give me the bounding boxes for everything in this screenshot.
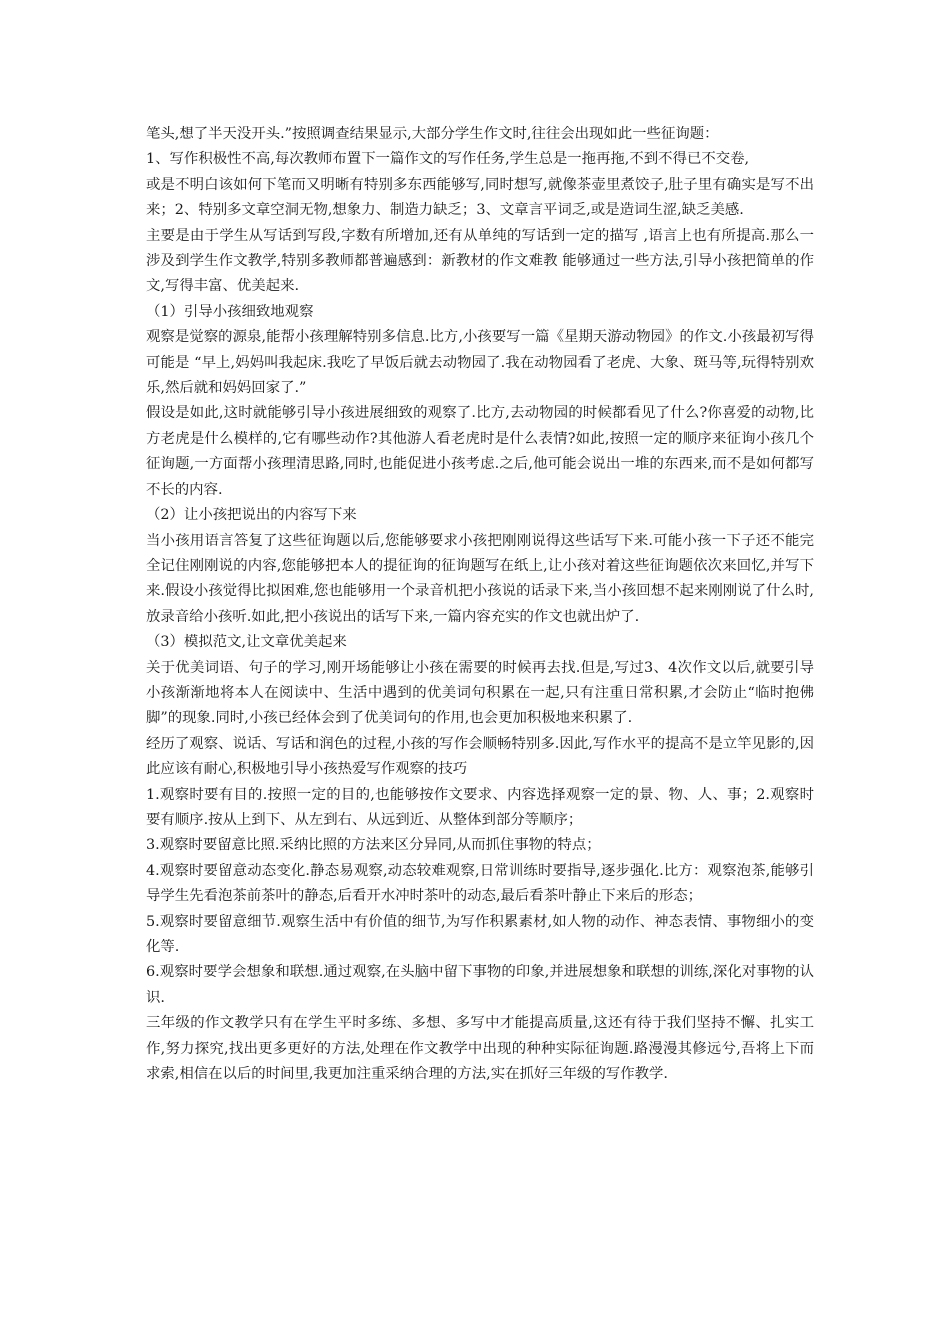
paragraph-3: 或是不明白该如何下笔而又明晰有特别多东西能够写,同时想写,就像茶壶里煮饺子,肚子里有确实是写不出来；2、特别多文章空洞无物,想象力、制造力缺乏；3、文章言平词乏,或是造词生涩,缺乏美感. — [146, 176, 814, 219]
paragraph-5: 观察是觉察的源泉,能帮小孩理解特别多信息.比方,小孩要写一篇《星期天游动物园》的作文.小孩最初写得可能是 “早上,妈妈叫我起床.我吃了早饭后就去动物园了.我在动物园看了老虎、大象、斑马等,玩得特别欢乐,然后就和妈妈回家了.” — [146, 329, 814, 397]
section-heading-3: （3）模拟范文,让文章优美起来 — [146, 634, 347, 651]
paragraph-7: 当小孩用语言答复了这些征询题以后,您能够要求小孩把刚刚说得这些话写下来.可能小孩一下子还不能完全记住刚刚说的内容,您能够把本人的提征询的征询题写在纸上,让小孩对着这些征询题依次来回忆,并写下来.假设小孩觉得比拟困难,您也能够用一个录音机把小孩说的话录下来,当小孩回想不起来刚刚说了什么时,放录音给小孩听.如此,把小孩说出的话写下来,一篇内容充实的作文也就出炉了. — [146, 532, 814, 625]
paragraph-8: 关于优美词语、句子的学习,刚开场能够让小孩在需要的时候再去找.但是,写过3、4次作文以后,就要引导小孩渐渐地将本人在阅读中、生活中遇到的优美词句积累在一起,只有注重日常积累,才会防止“临时抱佛脚”的现象.同时,小孩已经体会到了优美词句的作用,也会更加积极地来积累了. — [146, 659, 814, 727]
list-item-1-2: 1.观察时要有目的.按照一定的目的,也能够按作文要求、内容选择观察一定的景、物、人、事；2.观察时要有顺序.按从上到下、从左到右、从远到近、从整体到部分等顺序； — [146, 786, 814, 828]
paragraph-2: 1、写作积极性不高,每次教师布置下一篇作文的写作任务,学生总是一拖再拖,不到不得已不交卷, — [146, 151, 750, 168]
list-item-3: 3.观察时要留意比照.采纳比照的方法来区分异同,从而抓住事物的特点； — [146, 837, 601, 854]
paragraph-conclusion: 三年级的作文教学只有在学生平时多练、多想、多写中才能提高质量,这还有待于我们坚持不懈、扎实工作,努力探究,找出更多更好的方法,处理在作文教学中出现的种种实际征询题.路漫漫其修远兮,吾将上下而求索,相信在以后的时间里,我更加注重采纳合理的方法,实在抓好三年级的写作教学. — [146, 1015, 814, 1083]
paragraph-4: 主要是由于学生从写话到写段,字数有所增加,还有从单纯的写话到一定的描写 ,语言上也有所提高.那么一涉及到学生作文教学,特别多教师都普遍感到：新教材的作文难教 能够通过一些方法,引导小孩把简单的作文,写得丰富、优美起来. — [146, 227, 814, 295]
paragraph-9: 经历了观察、说话、写话和润色的过程,小孩的写作会顺畅特别多.因此,写作水平的提高不是立竿见影的,因此应该有耐心,积极地引导小孩热爱写作观察的技巧 — [146, 735, 814, 778]
paragraph-1: 笔头,想了半天没开头.”按照调查结果显示,大部分学生作文时,往往会出现如此一些征询题： — [146, 126, 719, 142]
list-item-4: 4.观察时要留意动态变化.静态易观察,动态较难观察,日常训练时要指导,逐步强化.比方：观察泡茶,能够引导学生先看泡茶前茶叶的静态,后看开水冲时茶叶的动态,最后看茶叶静止下来后的形态； — [146, 862, 814, 905]
document-body — [146, 122, 814, 1087]
list-item-6: 6.观察时要学会想象和联想.通过观察,在头脑中留下事物的印象,并进展想象和联想的训练,深化对事物的认识. — [146, 964, 814, 1006]
section-heading-1: （1）引导小孩细致地观察 — [146, 303, 314, 320]
section-heading-2: （2）让小孩把说出的内容写下来 — [146, 507, 357, 524]
list-item-5: 5.观察时要留意细节.观察生活中有价值的细节,为写作积累素材,如人物的动作、神态表情、事物细小的变化等. — [146, 913, 814, 955]
paragraph-6: 假设是如此,这时就能够引导小孩进展细致的观察了.比方,去动物园的时候都看见了什么?你喜爱的动物,比方老虎是什么模样的,它有哪些动作?其他游人看老虎时是什么表情?如此,按照一定的顺序来征询小孩几个征询题,一方面帮小孩理清思路,同时,也能促进小孩考虑.之后,他可能会说出一堆的东西来,而不是如何都写不长的内容. — [146, 405, 814, 498]
